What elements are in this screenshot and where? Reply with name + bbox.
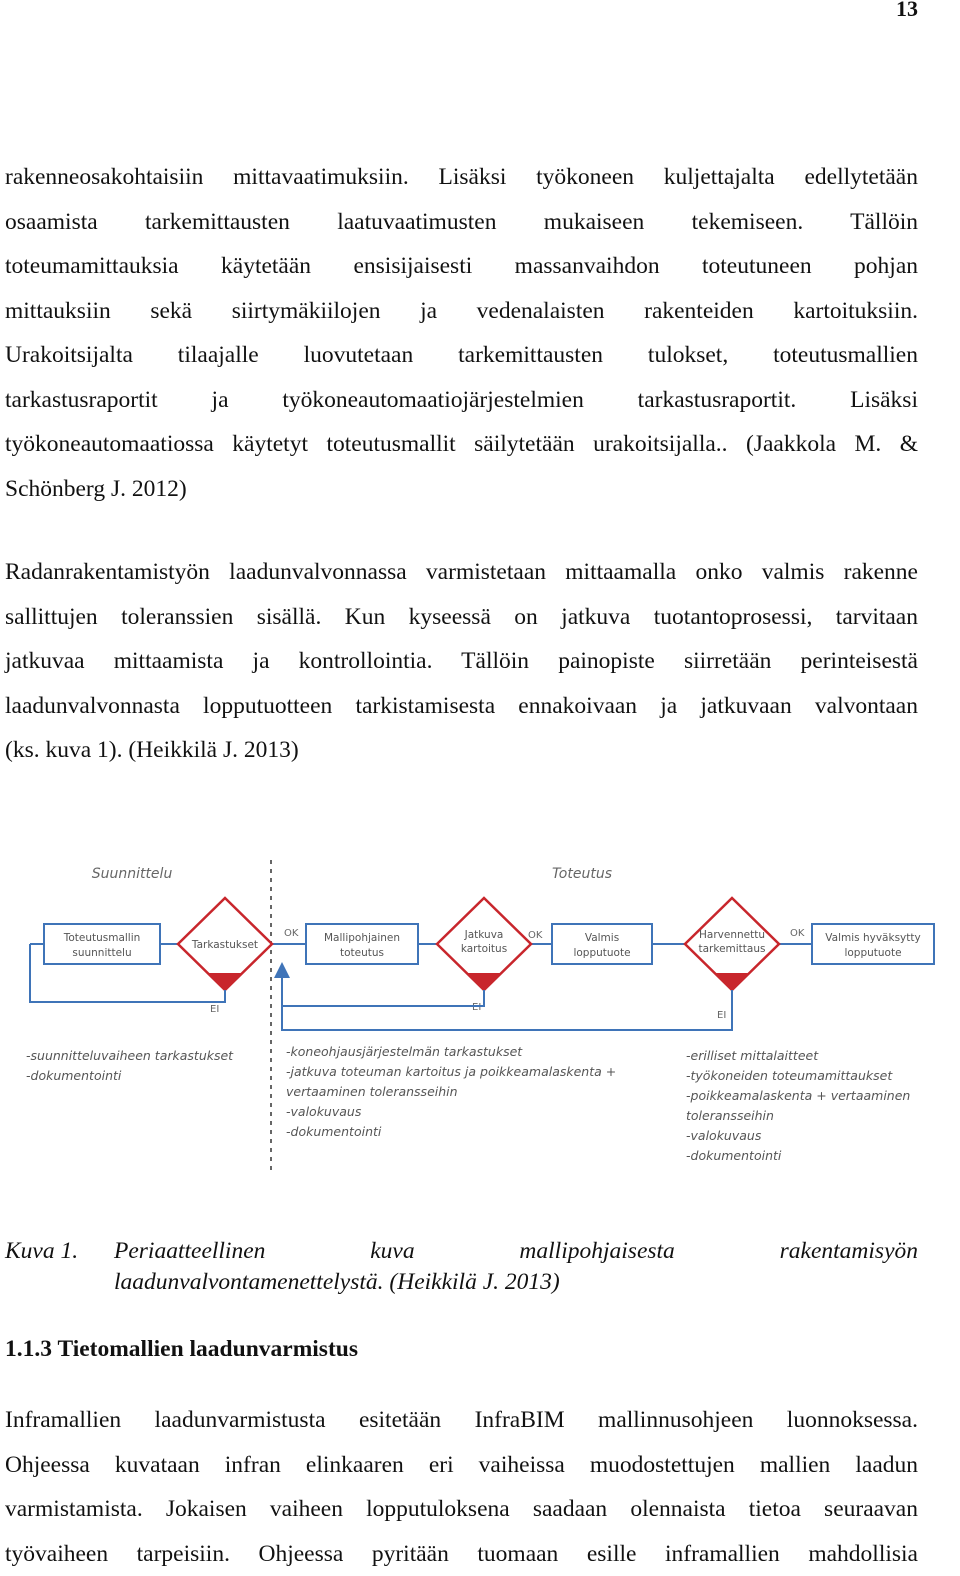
text-line: (ks. kuva 1). (Heikkilä J. 2013) <box>5 728 918 773</box>
ok-label: OK <box>790 928 805 939</box>
caption-text <box>114 1236 918 1298</box>
ei-label: EI <box>472 1002 481 1013</box>
text-line: laadunvalvonnasta lopputuotteen tarkistamisesta ennakoivaan ja jatkuvaan valvontaan <box>5 684 918 729</box>
box-label: lopputuote <box>573 947 630 959</box>
diamond-label: Tarkastukset <box>191 939 258 951</box>
diamond-label: Jatkuva <box>464 929 504 941</box>
notes-implementation <box>286 1044 616 1139</box>
text-line: tarkastusraportit ja työkoneautomaatiojärjestelmien tarkastusraportit. Lisäksi <box>5 378 918 423</box>
text-line: Urakoitsijalta tilaajalle luovutetaan tarkemittausten tulokset, toteutusmallien <box>5 333 918 378</box>
box-label: toteutus <box>340 947 384 959</box>
process-box-model-based <box>306 924 418 964</box>
text-line: mittauksiin sekä siirtymäkiilojen ja vedenalaisten rakenteiden kartoituksiin. <box>5 289 918 334</box>
paragraph-1 <box>5 155 918 511</box>
paragraph-3 <box>5 1398 918 1576</box>
text-line: varmistamista. Jokaisen vaiheen lopputuloksena saadaan olennaista tietoa seuraavan <box>5 1487 918 1532</box>
note-line: -valokuvaus <box>286 1104 362 1119</box>
decision-diamond-continuous-survey <box>437 898 531 990</box>
page-number: 13 <box>896 0 918 22</box>
text-line: Inframallien laadunvarmistusta esitetään InfraBIM mallinnusohjeen luonnoksessa. <box>5 1398 918 1443</box>
diamond-label: Harvennettu <box>699 929 765 941</box>
caption-line: laadunvalvontamenettelystä. (Heikkilä J. 2013) <box>114 1267 918 1298</box>
text-line: Ohjeessa kuvataan infran elinkaaren eri vaiheissa muodostettujen mallien laadun <box>5 1443 918 1488</box>
note-line: -jatkuva toteuman kartoitus ja poikkeamalaskenta + <box>286 1064 616 1079</box>
box-label: lopputuote <box>844 947 901 959</box>
note-line: -erilliset mittalaitteet <box>686 1048 819 1063</box>
note-line: -dokumentointi <box>26 1068 122 1083</box>
note-line: -valokuvaus <box>686 1128 762 1143</box>
phase-label-planning: Suunnittelu <box>92 866 173 882</box>
text-line: sallittujen toleranssien sisällä. Kun kyseessä on jatkuva tuotantoprosessi, tarvitaan <box>5 595 918 640</box>
text-line: osaamista tarkemittausten laatuvaatimusten mukaiseen tekemiseen. Tällöin <box>5 200 918 245</box>
text-line: työkoneautomaatiossa käytetyt toteutusmallit säilytetään urakoitsijalla.. (Jaakkola M. & <box>5 422 918 467</box>
note-line: -suunnitteluvaiheen tarkastukset <box>26 1048 234 1063</box>
phase-label-implementation: Toteutus <box>552 866 612 882</box>
ei-label: EI <box>717 1010 726 1021</box>
box-label: Valmis hyväksytty <box>825 932 920 944</box>
text-line: Schönberg J. 2012) <box>5 467 918 512</box>
caption-line: Periaatteellinen kuva mallipohjaisesta rakentamisyön <box>114 1236 918 1267</box>
ok-label: OK <box>528 930 543 941</box>
process-box-finished <box>552 924 652 964</box>
diamond-label: tarkemittaus <box>699 943 766 955</box>
box-label: suunnittelu <box>72 947 131 959</box>
diamond-label: kartoitus <box>461 943 507 955</box>
box-label: Mallipohjainen <box>324 932 400 944</box>
note-line: -poikkeamalaskenta + vertaaminen <box>686 1088 910 1103</box>
process-box-approved <box>812 924 934 964</box>
note-line: vertaaminen toleransseihin <box>286 1084 458 1099</box>
ei-label: EI <box>210 1004 219 1015</box>
box-label: Valmis <box>585 932 619 944</box>
note-line: -dokumentointi <box>286 1124 382 1139</box>
feedback-loop-continuous <box>282 964 484 1006</box>
text-line: työvaiheen tarpeisiin. Ohjeessa pyritään tuomaan esille inframallien mahdollisia <box>5 1532 918 1576</box>
note-line: -koneohjausjärjestelmän tarkastukset <box>286 1044 523 1059</box>
process-box-design <box>44 924 160 964</box>
notes-acceptance <box>686 1048 910 1163</box>
text-line: jatkuvaa mittaamista ja kontrollointia. Tällöin painopiste siirretään perinteisestä <box>5 639 918 684</box>
decision-diamond-sparse-survey <box>685 898 779 990</box>
section-heading: 1.1.3 Tietomallien laadunvarmistus <box>5 1336 358 1363</box>
text-line: toteumamittauksia käytetään ensisijaisesti massanvaihdon toteutuneen pohjan <box>5 244 918 289</box>
note-line: -dokumentointi <box>686 1148 782 1163</box>
text-line: rakenneosakohtaisiin mittavaatimuksiin. Lisäksi työkoneen kuljettajalta edellytetään <box>5 155 918 200</box>
paragraph-2 <box>5 550 918 773</box>
notes-planning <box>26 1048 234 1083</box>
note-line: toleransseihin <box>686 1108 774 1123</box>
caption-label: Kuva 1. <box>5 1236 78 1267</box>
quality-control-diagram <box>20 852 940 1172</box>
note-line: -työkoneiden toteumamittaukset <box>686 1068 893 1083</box>
box-label: Toteutusmallin <box>63 932 141 944</box>
feedback-loop-sparse <box>282 990 732 1030</box>
decision-diamond-inspections <box>178 898 272 990</box>
ok-label: OK <box>284 928 299 939</box>
text-line: Radanrakentamistyön laadunvalvonnassa varmistetaan mittaamalla onko valmis rakenne <box>5 550 918 595</box>
